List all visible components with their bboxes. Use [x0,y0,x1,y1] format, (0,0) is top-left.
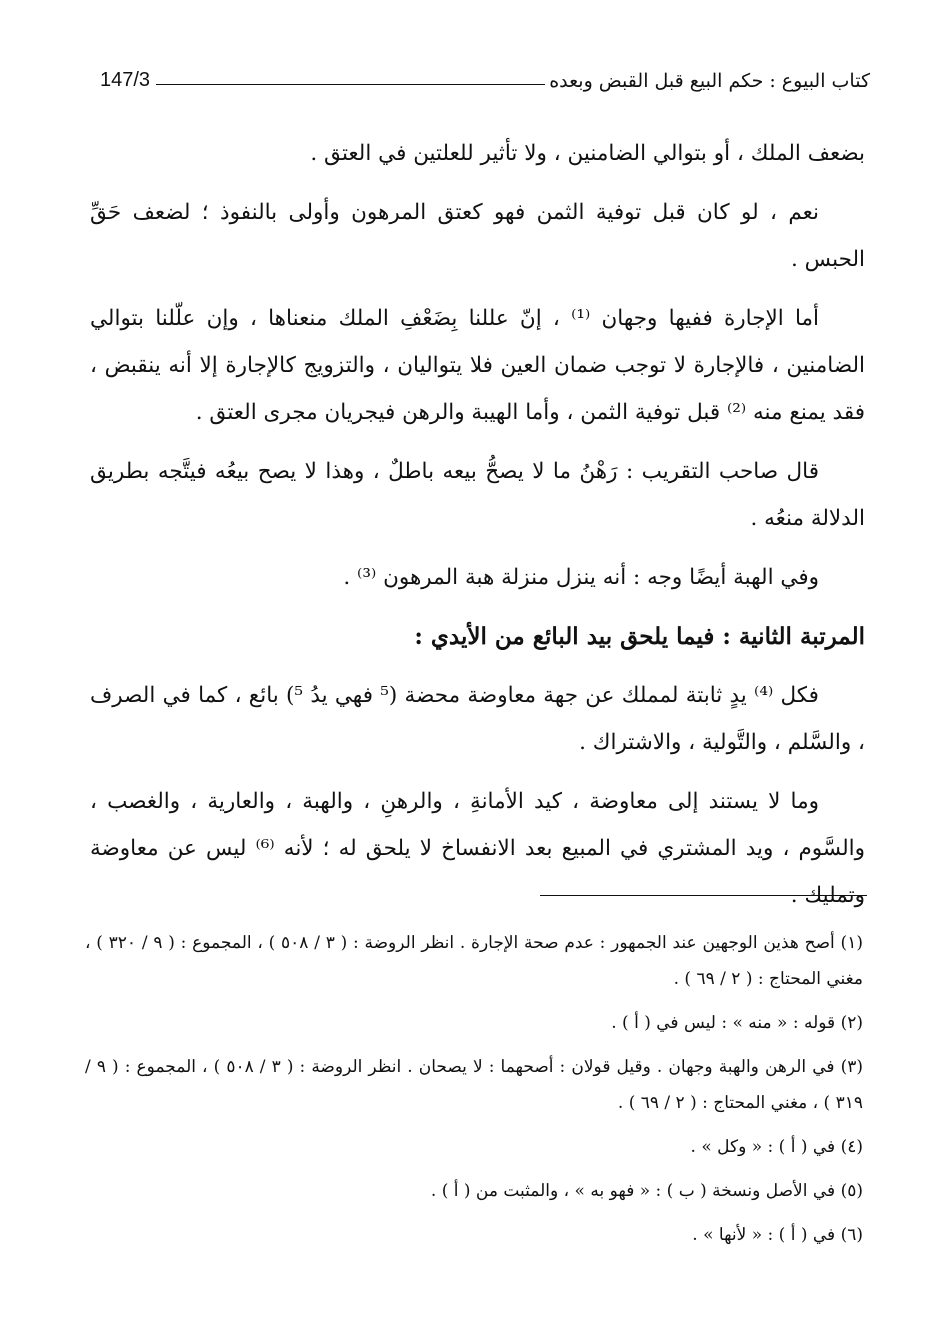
header-rule [156,84,545,85]
paragraph: وما لا يستند إلى معاوضة ، كيد الأمانةِ ، والرهنِ ، والهبة ، والعارية ، والغصب ، والسَّوم ، ويد المشتري في المبيع بعد الانفساخ لا يلحق له ؛ لأنه ⁽⁶⁾ ليس عن معاوضة وتمليك . [90,789,865,908]
paragraph: بضعف الملك ، أو بتوالي الضامنين ، ولا تأثير للعلتين في العتق . [310,141,865,166]
main-text [90,130,865,931]
paragraph: قال صاحب التقريب : رَهْنُ ما لا يصحُّ بيعه باطلٌ ، وهذا لا يصح بيعُه فيتَّجه بطريق الدلالة منعُه . [90,459,865,531]
footnote: (٢) قوله : « منه » : ليس في ( أ ) . [611,1013,863,1033]
footnote-separator [540,895,867,896]
footnote: (٤) في ( أ ) : « وكل » . [690,1137,863,1157]
footnote: (٣) في الرهن والهبة وجهان . وقيل قولان : أصحهما : لا يصحان . انظر الروضة : ( ٣ / ٥٠٨ ) ، المجموع : ( ٩ / ٣١٩ ) ، مغني المحتاج : ( ٢ / ٦٩ ) . [85,1057,863,1113]
footnote: (٥) في الأصل ونسخة ( ب ) : « فهو به » ، والمثبت من ( أ ) . [430,1181,863,1201]
page-number: 147/3 [100,69,151,91]
footnote: (٦) في ( أ ) : « لأنها » . [692,1225,863,1245]
page-header [100,56,870,92]
section-heading: المرتبة الثانية : فيما يلحق بيد البائع من الأيدي : [414,623,865,650]
paragraph: نعم ، لو كان قبل توفية الثمن فهو كعتق المرهون وأولى بالنفوذ ؛ لضعف حَقِّ الحبس . [90,200,865,272]
running-title: كتاب البيوع : حكم البيع قبل القبض وبعده [549,70,870,92]
paragraph: أما الإجارة ففيها وجهان ⁽¹⁾ ، إنّ عللنا بِضَعْفِ الملك منعناها ، وإن علّلنا بتوالي الضامنين ، فالإجارة لا توجب ضمان العين فلا يتواليان ، والتزويج كالإجارة إلا أنه ينقبض ، فقد يمنع منه ⁽²⁾ قبل توفية الثمن ، وأما الهيبة والرهن فيجريان مجرى العتق . [90,306,865,425]
footnotes [85,925,863,1261]
footnote: (١) أصح هذين الوجهين عند الجمهور : عدم صحة الإجارة . انظر الروضة : ( ٣ / ٥٠٨ ) ، المجموع : ( ٩ / ٣٢٠ ) ، مغني المحتاج : ( ٢ / ٦٩ ) . [85,933,863,989]
paragraph: وفي الهبة أيضًا وجه : أنه ينزل منزلة هبة المرهون ⁽³⁾ . [343,565,819,590]
paragraph: فكل ⁽⁴⁾ يدٍ ثابتة لمملك عن جهة معاوضة محضة (⁵ فهي يدُ ⁵) بائع ، كما في الصرف ، والسَّلم ، والتَّولية ، والاشتراك . [90,683,865,755]
